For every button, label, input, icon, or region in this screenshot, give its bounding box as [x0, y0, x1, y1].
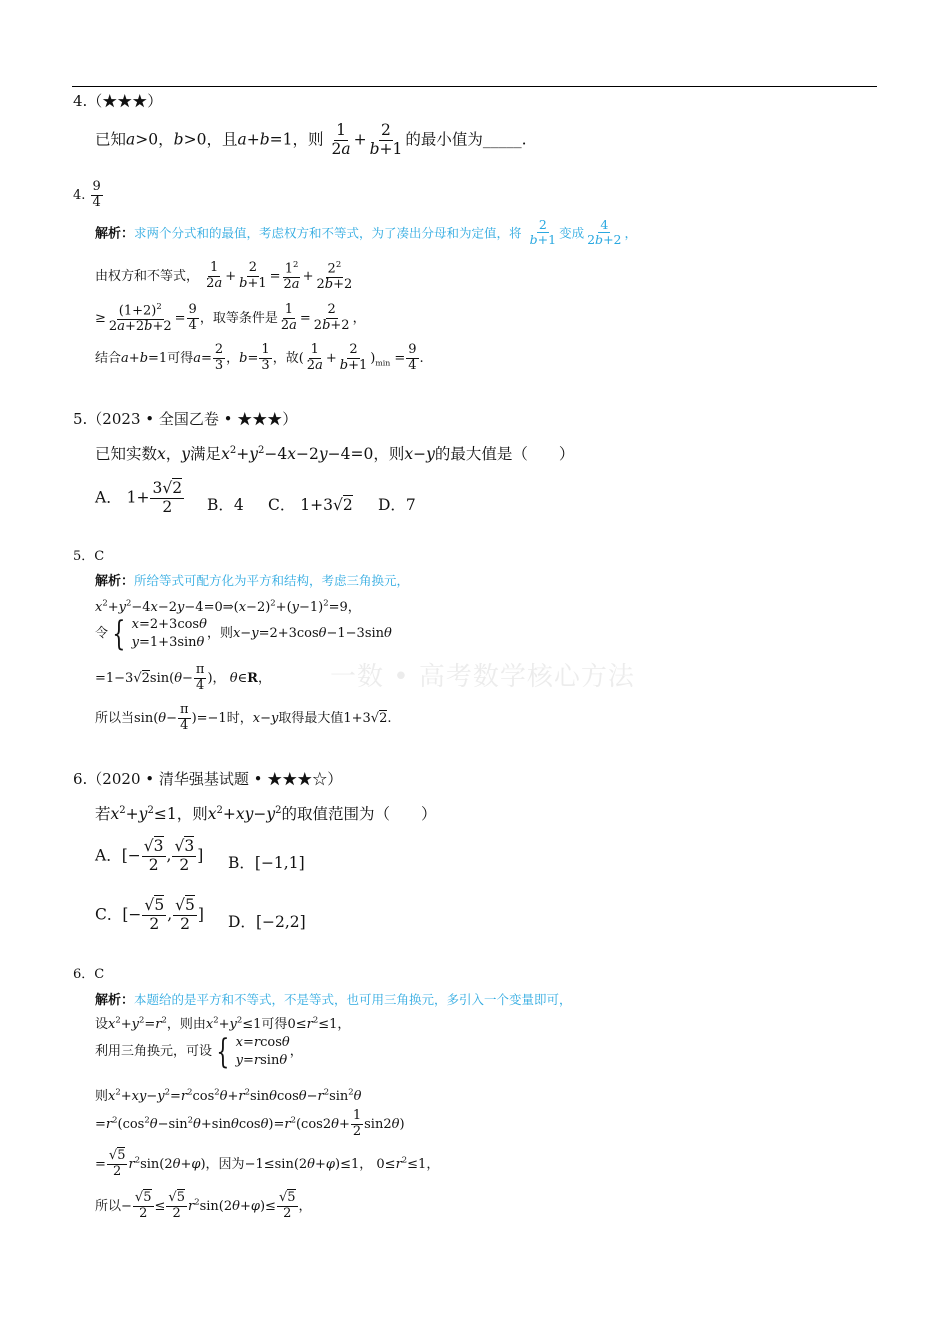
- q5-option-a: A． 1+ $\frac{3√2}{2}$: [95, 479, 183, 516]
- q6-option-c: C．[− $\frac{√5}{2}$ , $\frac{√5}{2}$ ]: [95, 896, 204, 933]
- q6-line5: = $\frac{√5}{2}$ $r^2\sin(2\theta+\varphi)$，因为−1≤sin(2θ+φ)≤1， $0\le r^2\le 1$，: [95, 1148, 440, 1179]
- q5-answer: 5．C: [73, 549, 105, 564]
- q6-line6: 所以− $\frac{√5}{2}$ ≤ $\frac{√5}{2}$ $r^2\sin(2\theta+\varphi)\le$ $\frac{√5}{2}$ ，: [95, 1190, 312, 1221]
- q5-line1: $x^2+y^2-4x-2y-4=0\Rightarrow(x-2)^2+(y-1)^2=9$，: [95, 597, 361, 615]
- q6-answer: 6．C: [73, 967, 105, 982]
- q6-hint: 解析：本题给的是平方和不等式，不是等式，也可用三角换元，多引入一个变量即可，: [95, 992, 572, 1008]
- q6-line1: 设$x^2+y^2=r^2$，则由$x^2+y^2\le 1$可得$0\le r^2\le 1$，: [95, 1014, 351, 1032]
- q6-option-d: D．[−2,2]: [228, 913, 306, 931]
- q5-hint: 解析：所给等式可配方化为平方和结构，考虑三角换元，: [95, 573, 410, 589]
- q6-line3: 则$x^2+xy-y^2=r^2\cos^2\theta+r^2\sin\theta\cos\theta-r^2\sin^2\theta$: [95, 1086, 362, 1104]
- q5-option-b: B．4: [207, 496, 244, 514]
- q4-line1: 由权方和不等式， $\frac{1}{2a}$ + $\frac{2}{b+1}$ = $\frac{1^2}{2a}$ + $\frac{2^2}{2b+2}$: [95, 259, 353, 293]
- q4-line2: ≥ $\frac{(1+2)^2}{2a+2b+2}$ = $\frac{9}{4}$ ，取等条件是 $\frac{1}{2a}$ = $\frac{2}{2b+2}$ ，: [95, 301, 366, 335]
- q5-line3: =1−3√2sin(θ− $\frac{\pi}{4}$ )， θ∈R，: [95, 662, 271, 693]
- q4-header: 4.（★★★）: [73, 92, 163, 110]
- q5-option-d: D．7: [378, 496, 416, 514]
- q6-stem: 若$x^2+y^2\le 1$，则$x^2+xy-y^2$的取值范围为（ ）: [95, 804, 437, 823]
- q5-line2: 令 { x=2+3cosθ y=1+3sinθ ，则x−y=2+3cosθ−1−3sinθ: [95, 613, 392, 654]
- q6-line4: $=r^2(\cos^2\theta-\sin^2\theta+\sin\theta\cos\theta)=r^2(\cos 2\theta+$ $\frac{1}{2}$ sin2θ): [95, 1108, 405, 1139]
- q6-option-a: A．[− $\frac{√3}{2}$ , $\frac{√3}{2}$ ]: [95, 837, 204, 874]
- watermark: 一数 • 高考数学核心方法: [330, 662, 635, 692]
- q6-option-b: B．[−1,1]: [228, 854, 305, 872]
- q4-line3: 结合a+b=1可得a= $\frac{2}{3}$ ，b= $\frac{1}{3}$ ，故( $\frac{1}{2a}$ + $\frac{2}{b+1}$ )$_{min}$ = $\frac{9}{4}$ .: [95, 342, 424, 373]
- header-rule: [72, 86, 877, 87]
- q6-line2: 利用三角换元，可设 { x=rcosθ y=rsinθ ，: [95, 1031, 303, 1072]
- q4-hint: 解析：求两个分式和的最值，考虑权方和不等式，为了凑出分母和为定值，将 $\frac{2}{b+1}$ 变成 $\frac{4}{2b+2}$ ，: [95, 217, 638, 248]
- q5-stem: 已知实数x，y满足$x^2+y^2-4x-2y-4=0$，则x−y的最大值是（ ）: [95, 444, 575, 463]
- q5-line4: 所以当sin(θ− $\frac{\pi}{4}$ )=−1时，x−y取得最大值1+3√2.: [95, 702, 392, 733]
- q5-option-c: C． 1+3√2: [268, 496, 353, 514]
- q5-header: 5.（2023 • 全国乙卷 • ★★★）: [73, 410, 298, 428]
- q4-stem: 已知a>0，b>0，且a+b=1，则 $\frac{1}{2a}$ + $\frac{2}{b+1}$ 的最小值为_____.: [95, 121, 527, 158]
- q6-header: 6.（2020 • 清华强基试题 • ★★★☆）: [73, 770, 343, 788]
- q4-answer: 4. $\frac{9}{4}$: [73, 179, 101, 210]
